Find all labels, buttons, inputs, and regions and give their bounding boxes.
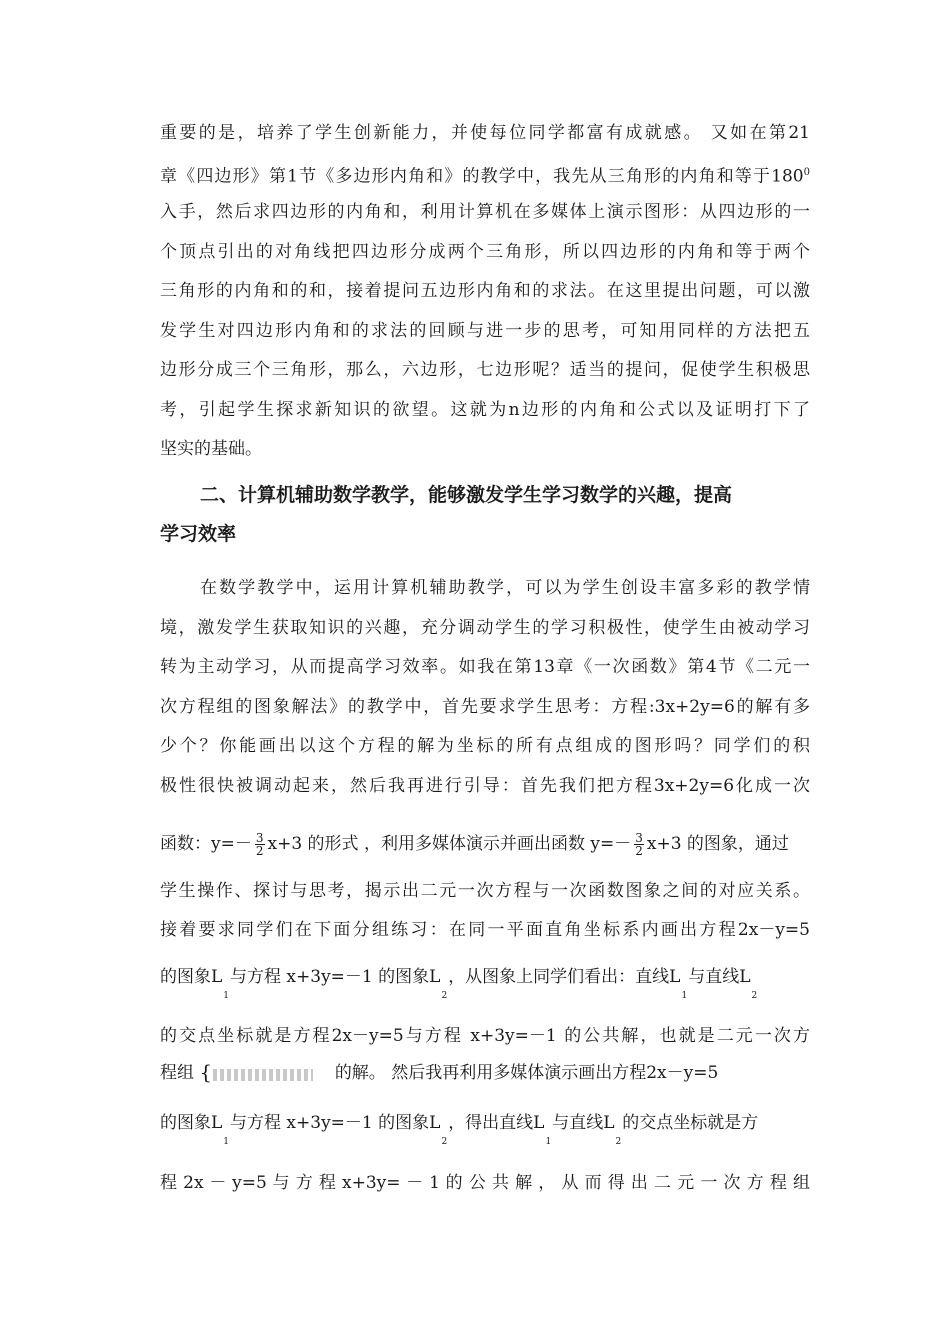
text-line: 学生操作、探讨与思考，揭示出二元一次方程与一次函数图象之间的对应关系。	[160, 881, 810, 901]
text-line: 转为主动学习，从而提高学习效率。如我在第13章《一次函数》第4节《二元一	[160, 657, 810, 677]
text-line: 的交点坐标就是方程2x－y=5与方程 x+3y=－1 的公共解，也就是二元一次方	[160, 1026, 810, 1046]
text-line: 入手，然后求四边形的内角和，利用计算机在多媒体上演示图形：从四边形的一	[160, 202, 810, 222]
fraction: $\frac{3}{2}$	[635, 831, 643, 858]
text-line: 在数学教学中，运用计算机辅助教学，可以为学生创设丰富多彩的教学情	[200, 578, 810, 598]
text-line: 少个？你能画出以这个方程的解为坐标的所有点组成的图形吗？同学们的积	[160, 736, 810, 756]
text-line-fraction: 函数：y=－ $\frac{3}{2}$ x+3 的形式 ，利用多媒体演示并画出函数 y=－ $\frac{3}{2}$ x+3 的图象，通过	[160, 831, 789, 858]
text-line: 程 2x － y=5 与 方 程 x+3y= － 1 的 公 共 解 ， 从 而 得 出 二 元 一 次 方 程 组	[160, 1173, 810, 1193]
section-heading: 二、计算机辅助数学教学，能够激发学生学习数学的兴趣，提高	[200, 484, 733, 506]
text-line: 坚实的基础。	[160, 439, 262, 459]
fraction: $\frac{3}{2}$	[255, 831, 264, 858]
text-line: 考，引起学生探求新知识的欲望。这就为n边形的内角和公式以及证明打下了	[160, 400, 810, 420]
text-line: 的图象$L_1$与方程 x+3y=－1 的图象$L_2$，从图象上同学们看出：直线$L_1$与直线$L_2$	[160, 967, 758, 1000]
text-line: 接着要求同学们在下面分组练习：在同一平面直角坐标系内画出方程2x－y=5	[160, 920, 810, 940]
text-line: 程组 { 的解。 然后我再利用多媒体演示画出方程2x－y=5	[160, 1062, 719, 1084]
text-line: 的图象$L_1$与方程 x+3y=－1 的图象$L_2$，得出直线$L_1$与直线$L_2$的交点坐标就是方	[160, 1113, 759, 1146]
section-heading: 学习效率	[160, 523, 237, 545]
equation-system-image	[199, 1063, 329, 1085]
text-line: 重要的是，培养了学生创新能力，并使每位同学都富有成就感。 又如在第21	[160, 123, 810, 143]
text-line: 发学生对四边形内角和的求法的回顾与进一步的思考，可知用同样的方法把五	[160, 321, 810, 341]
brace-glyph: {	[199, 1062, 213, 1084]
text-line: 边形分成三个三角形，那么，六边形，七边形呢？适当的提问，促使学生积极思	[160, 360, 810, 380]
text-line: 三角形的内角和的和，接着提问五边形内角和的求法。在这里提出问题，可以激	[160, 281, 810, 301]
text-line: 次方程组的图象解法》的教学中，首先要求学生思考：方程:3x+2y=6的解有多	[160, 697, 810, 717]
text-line: 章《四边形》第1节《多边形内角和》的教学中，我先从三角形的内角和等于$180^0$	[160, 166, 810, 187]
text-line: 个顶点引出的对角线把四边形分成两个三角形，所以四边形的内角和等于两个	[160, 242, 810, 262]
text-line: 境，激发学生获取知识的兴趣，充分调动学生的学习积极性，使学生由被动学习	[160, 618, 810, 638]
degree-mark: 0	[803, 167, 810, 178]
text-line: 极性很快被调动起来，然后我再进行引导：首先我们把方程3x+2y=6化成一次	[160, 776, 810, 796]
